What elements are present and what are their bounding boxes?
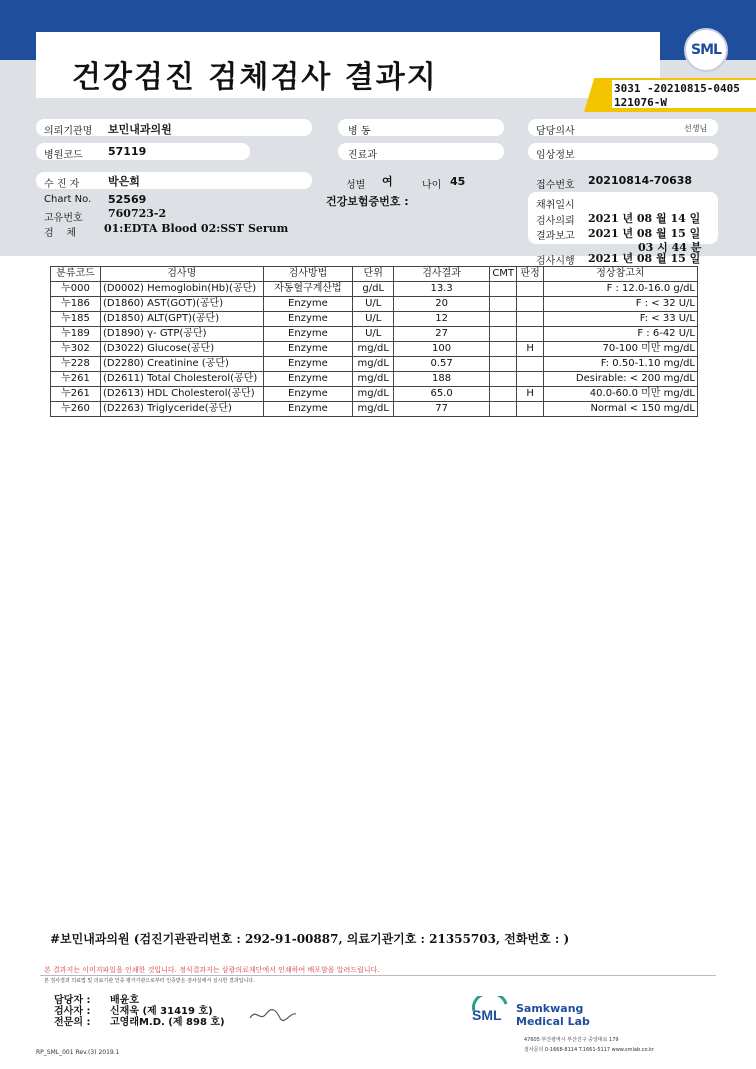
cell-unit: mg/dL [353,387,394,402]
doctor-suffix: 선생님 [684,124,708,133]
company-line2: Medical Lab [516,1015,590,1028]
cell-category: 누228 [51,357,101,372]
cell-category: 누302 [51,342,101,357]
cell-name: Glucose(공단) [147,343,215,354]
report-time-value: 03 시 44 분 [638,241,702,254]
cell-unit: g/dL [353,282,394,297]
cell-cmt [490,387,517,402]
cell-name: γ- GTP(공단) [147,328,207,339]
table-row [51,282,698,297]
cell-code: (D0002) [103,283,144,294]
cell-code: (D2263) [103,403,144,414]
cell-unit: mg/dL [353,372,394,387]
cell-test-name [101,402,264,417]
doctor-label: 담당의사 [536,126,575,137]
cell-test-name [101,282,264,297]
hospital-info-line: #보민내과의원 (검진기관관리번호 : 292-91-00887, 의료기관기호 : 21355703, 전화번호 : ) [50,932,570,946]
cell-test-name [101,387,264,402]
cell-test-name [101,297,264,312]
ward-label: 병 동 [348,126,371,137]
staff-name: 배윤호 [110,995,139,1006]
cell-unit: mg/dL [353,342,394,357]
header-unit: 단위 [353,267,394,282]
cell-name: Creatinine (공단) [147,358,229,369]
cell-test-name [101,357,264,372]
collect-label: 채취일시 [536,200,575,211]
cell-category: 누000 [51,282,101,297]
report-label: 결과보고 [536,231,575,242]
cell-cmt [490,372,517,387]
sex-label: 성별 [346,180,366,191]
cell-flag: H [517,342,544,357]
cell-reference: F : 6-42 U/L [543,327,697,342]
table-row [51,342,698,357]
clinical-label: 임상정보 [536,150,575,161]
cell-name: Total Cholesterol(공단) [147,373,258,384]
sml-logo [684,28,728,72]
header-flag: 판정 [517,267,544,282]
cell-code: (D3022) [103,343,144,354]
staff-role: 담당자 : [54,995,91,1006]
cell-test-name [101,372,264,387]
institution-value: 보민내과의원 [108,123,172,136]
cell-reference: Normal < 150 mg/dL [543,402,697,417]
cell-method: Enzyme [263,327,353,342]
cell-flag [517,372,544,387]
cell-method: Enzyme [263,402,353,417]
company-contact: 검사문의 0-1668-8114 T.1661-5117 www.smlab.co.kr [524,1047,654,1053]
request-value: 2021 년 08 월 14 일 [588,212,701,225]
cell-cmt [490,342,517,357]
cell-category: 누189 [51,327,101,342]
cell-cmt [490,312,517,327]
receipt-value: 20210814-70638 [588,174,693,187]
cell-result: 13.3 [394,282,490,297]
cell-flag [517,402,544,417]
table-row [51,297,698,312]
cell-category: 누261 [51,387,101,402]
results-table [50,266,698,417]
cell-reference: F: < 33 U/L [543,312,697,327]
cell-unit: U/L [353,312,394,327]
sml-logo-text: SML [691,42,721,58]
age-value: 45 [450,175,466,188]
company-name [516,1002,590,1028]
exec-value: 2021 년 08 월 15 일 [588,252,701,265]
cell-cmt [490,402,517,417]
cell-unit: mg/dL [353,357,394,372]
institution-label: 의뢰기관명 [44,126,93,137]
cell-method: Enzyme [263,357,353,372]
cell-code: (D1850) [103,313,144,324]
header-reference: 정상참고치 [543,267,697,282]
header-cmt: CMT [490,267,517,282]
cell-result: 12 [394,312,490,327]
cell-category: 누261 [51,372,101,387]
chart-label: Chart No. [44,194,92,205]
cell-name: HDL Cholesterol(공단) [147,388,255,399]
cell-code: (D2611) [103,373,144,384]
cell-category: 누186 [51,297,101,312]
cell-flag [517,312,544,327]
age-label: 나이 [422,180,442,191]
cell-name: Hemoglobin(Hb)(공단) [147,283,257,294]
header-result: 검사결과 [394,267,490,282]
cell-result: 20 [394,297,490,312]
page-title: 건강검진 검체검사 결과지 [72,60,438,95]
specimen-label: 검 체 [44,228,77,239]
footer-divider [40,975,716,976]
cell-method: 자동혈구계산법 [263,282,353,297]
cell-reference: F : < 32 U/L [543,297,697,312]
cell-code: (D1860) [103,298,144,309]
cell-unit: mg/dL [353,402,394,417]
table-row [51,402,698,417]
cell-result: 77 [394,402,490,417]
cell-flag [517,297,544,312]
cell-cmt [490,327,517,342]
cell-flag [517,282,544,297]
cell-test-name [101,342,264,357]
cell-result: 65.0 [394,387,490,402]
cell-result: 27 [394,327,490,342]
specimen-value: 01:EDTA Blood 02:SST Serum [104,222,289,235]
cell-test-name [101,312,264,327]
cell-test-name [101,327,264,342]
notice-small: 본 검사결과 의료법 및 의료기관 인증 평가기관으로부터 인증받은 검사실에서 실시한 결과입니다. [44,978,255,984]
cell-category: 누260 [51,402,101,417]
table-row [51,327,698,342]
table-row [51,357,698,372]
cell-method: Enzyme [263,312,353,327]
cell-category: 누185 [51,312,101,327]
cell-unit: U/L [353,297,394,312]
cell-flag: H [517,387,544,402]
table-row [51,372,698,387]
notice-red: 본 결과지는 이미지파일을 인쇄한 것입니다. 정식결과지는 삼광의료재단에서 인쇄하여 배포함을 알려드립니다. [44,966,380,974]
cell-code: (D2280) [103,358,144,369]
report-value: 2021 년 08 월 15 일 [588,227,701,240]
cell-reference: F : 12.0-16.0 g/dL [543,282,697,297]
table-row [51,312,698,327]
dept-label: 진료과 [348,150,377,161]
cell-method: Enzyme [263,297,353,312]
report-id-line1: 3031 -20210815-0405 [614,82,740,95]
cell-method: Enzyme [263,372,353,387]
header-method: 검사방법 [263,267,353,282]
cell-reference: 40.0-60.0 미만 mg/dL [543,387,697,402]
receipt-label: 접수번호 [536,180,575,191]
cell-name: ALT(GPT)(공단) [147,313,220,324]
cell-reference: Desirable: < 200 mg/dL [543,372,697,387]
cell-unit: U/L [353,327,394,342]
cell-code: (D1890) [103,328,144,339]
table-row [51,387,698,402]
cell-flag [517,327,544,342]
cell-flag [517,357,544,372]
hospital-code-label: 병원코드 [44,150,83,161]
signature [248,1004,298,1024]
chart-value: 52569 [108,193,147,206]
insurance-label: 건강보험증번호 : [326,195,409,208]
staff-name: 고영래M.D. (제 898 호) [110,1017,225,1028]
staff-role: 검사자 : [54,1006,91,1017]
sml-footer-logo [470,996,510,1026]
unique-label: 고유번호 [44,213,83,224]
staff-name: 신재욱 (제 31419 호) [110,1006,213,1017]
cell-cmt [490,297,517,312]
cell-name: Triglyceride(공단) [147,403,232,414]
cell-cmt [490,357,517,372]
cell-cmt [490,282,517,297]
header-test-name: 검사명 [101,267,264,282]
sex-value: 여 [382,175,393,188]
staff-role: 전문의 : [54,1017,91,1028]
exec-label: 검사시행 [536,256,575,267]
cell-reference: 70-100 미만 mg/dL [543,342,697,357]
company-line1: Samkwang [516,1002,584,1015]
cell-method: Enzyme [263,342,353,357]
cell-code: (D2613) [103,388,144,399]
patient-value: 박은희 [108,175,140,188]
hospital-code-value: 57119 [108,145,147,158]
cell-method: Enzyme [263,387,353,402]
header-category: 분류코드 [51,267,101,282]
cell-name: AST(GOT)(공단) [147,298,224,309]
cell-result: 188 [394,372,490,387]
cell-reference: F: 0.50-1.10 mg/dL [543,357,697,372]
cell-result: 0.57 [394,357,490,372]
company-address: 47605 부산광역시 부산진구 중앙대로 179 [524,1037,619,1043]
svg-text:SML: SML [472,1007,502,1023]
cell-result: 100 [394,342,490,357]
request-label: 검사의뢰 [536,216,575,227]
patient-label: 수 진 자 [44,179,80,190]
table-header-row [51,267,698,282]
unique-value: 760723-2 [108,207,167,220]
report-id-line2: 121076-W [614,96,667,109]
form-code: RP_SML_001 Rev.(3) 2019.1 [36,1049,120,1056]
